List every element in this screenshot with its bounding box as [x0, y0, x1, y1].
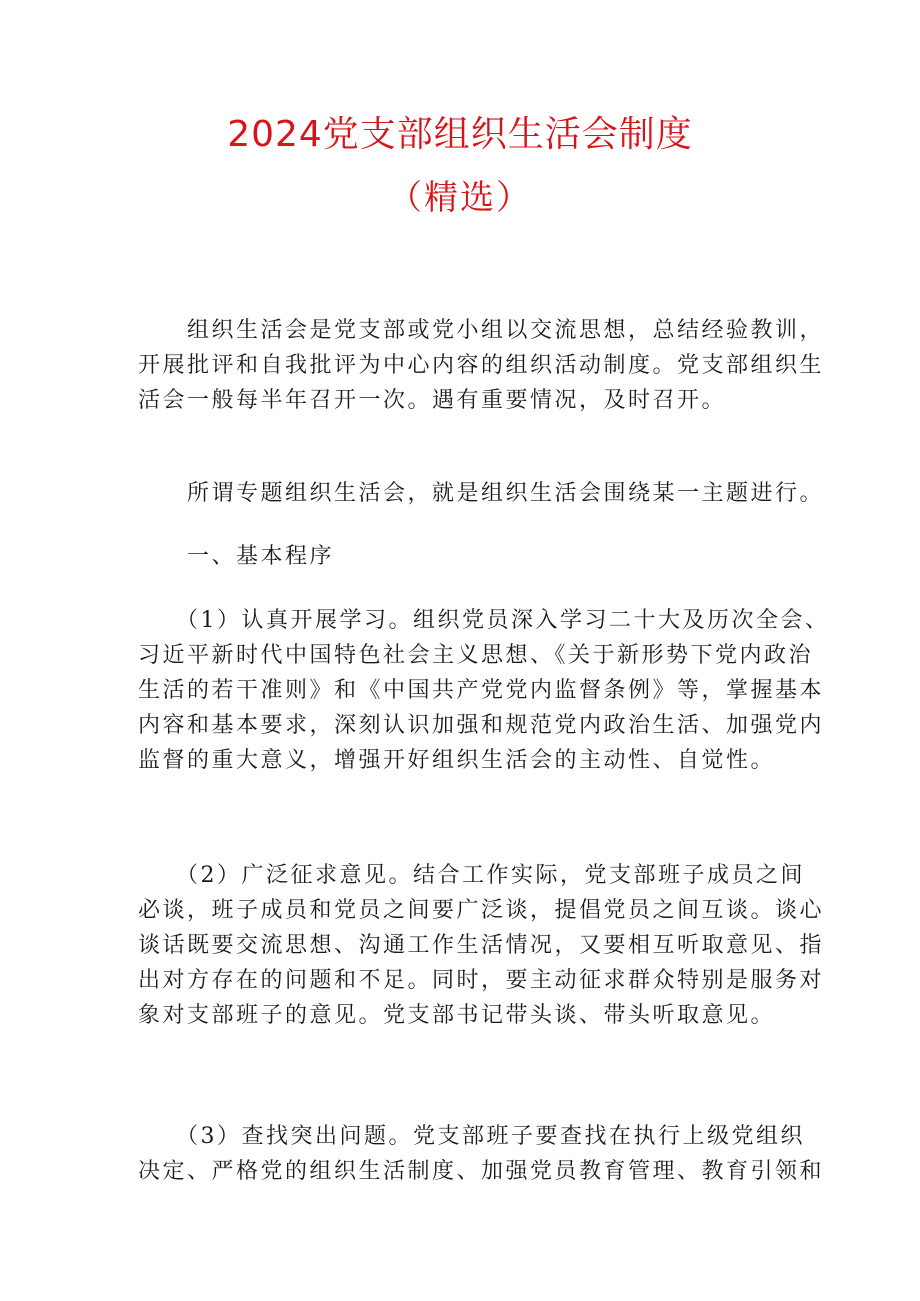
- text-line: 开展批评和自我批评为中心内容的组织活动制度。党支部组织生: [138, 353, 825, 378]
- document-title: 2024党支部组织生活会制度: [227, 114, 693, 155]
- text-line: 监督的重大意义，增强开好组织生活会的主动性、自觉性。: [138, 748, 776, 773]
- text-line: 必谈，班子成员和党员之间要广泛谈，提倡党员之间互谈。谈心: [138, 898, 825, 923]
- text-line: 活会一般每半年召开一次。遇有重要情况，及时召开。: [138, 388, 727, 413]
- section-heading-basic-procedure: [138, 539, 798, 574]
- text-line: （1）认真开展学习。组织党员深入学习二十大及历次全会、: [138, 608, 830, 633]
- text-line: 所谓专题组织生活会，就是组织生活会围绕某一主题进行。: [138, 481, 825, 506]
- text-line: （3）查找突出问题。党支部班子要查找在执行上级党组织: [138, 1124, 805, 1149]
- text-line: 象对支部班子的意见。党支部书记带头谈、带头听取意见。: [138, 1003, 776, 1028]
- paragraph-step-1: [138, 603, 830, 778]
- text-line: 生活的若干准则》和《中国共产党党内监督条例》等，掌握基本: [138, 678, 825, 703]
- text-line: 决定、严格党的组织生活制度、加强党员教育管理、教育引领和: [138, 1159, 825, 1184]
- paragraph-step-3: [138, 1119, 825, 1189]
- text-line: 内容和基本要求，深刻认识加强和规范党内政治生活、加强党内: [138, 713, 825, 738]
- text-line: 出对方存在的问题和不足。同时，要主动征求群众特别是服务对: [138, 968, 825, 993]
- text-line: 习近平新时代中国特色社会主义思想、《关于新形势下党内政治: [138, 643, 814, 668]
- text-line: 谈话既要交流思想、沟通工作生活情况，又要相互听取意见、指: [138, 933, 825, 958]
- text-line: （2）广泛征求意见。结合工作实际，党支部班子成员之间: [138, 863, 805, 888]
- paragraph-intro: [138, 313, 825, 418]
- paragraph-special-meeting: [138, 476, 825, 511]
- paragraph-step-2: [138, 858, 825, 1033]
- document-subtitle: （精选）: [388, 178, 532, 218]
- text-line: 一、基本程序: [138, 544, 335, 569]
- text-line: 组织生活会是党支部或党小组以交流思想，总结经验教训，: [138, 318, 825, 343]
